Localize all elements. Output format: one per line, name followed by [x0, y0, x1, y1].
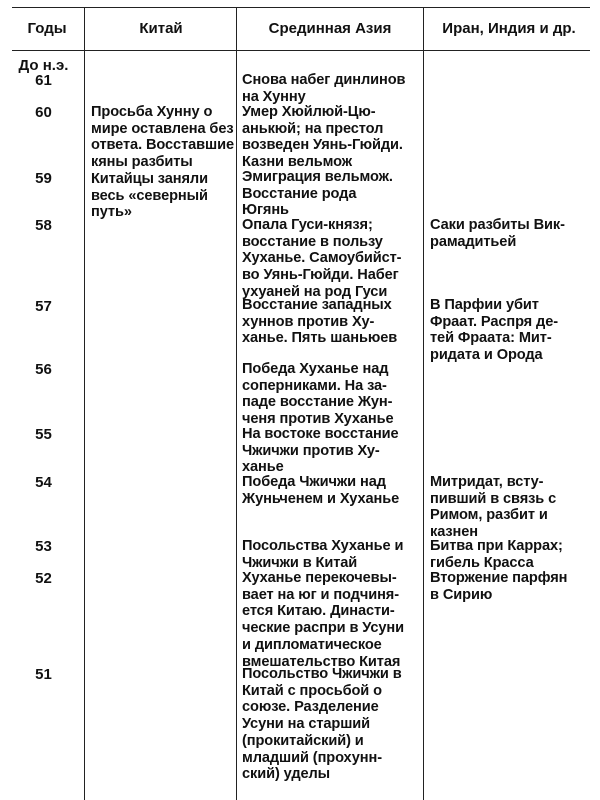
- year-55: 55: [35, 426, 52, 443]
- iran-entry-57: В Парфии убит Фраат. Распря де- тей Фраата: Мит- ридата и Орода: [430, 297, 558, 364]
- header-china: Китай: [139, 20, 183, 37]
- year-54: 54: [35, 474, 52, 491]
- iran-entry-53: Битва при Каррах; гибель Красса: [430, 538, 563, 571]
- year-53: 53: [35, 538, 52, 555]
- column-divider-3: [423, 7, 424, 800]
- year-56: 56: [35, 361, 52, 378]
- year-58: 58: [35, 217, 52, 234]
- asia-entry-51: Посольство Чжичжи в Китай с просьбой о союзе. Разделение Усуни на старший (прокитайский) и младший (прохунн- ский) уделы: [242, 666, 402, 783]
- asia-entry-55: На востоке восстание Чжичжи против Ху- ханье: [242, 426, 399, 476]
- column-divider-1: [84, 7, 85, 800]
- column-divider-2: [236, 7, 237, 800]
- asia-entry-59: Эмиграция вельмож. Восстание рода Югянь: [242, 169, 393, 219]
- table-top-rule: [12, 7, 590, 8]
- asia-entry-54: Победа Чжичжи над Жуньченем и Хуханье: [242, 474, 400, 507]
- era-label: До н.э.: [18, 57, 69, 74]
- header-iran-india: Иран, Индия и др.: [442, 20, 576, 37]
- year-59: 59: [35, 170, 52, 187]
- china-entry-60: Просьба Хунну о мире оставлена без ответа. Восставшие кяны разбиты Китайцы заняли весь «северный путь»: [91, 104, 234, 221]
- asia-entry-60: Умер Хюйлюй-Цю- анькюй; на престол возведен Уянь-Гюйди. Казни вельмож: [242, 104, 403, 171]
- header-years: Годы: [27, 20, 67, 37]
- year-57: 57: [35, 298, 52, 315]
- iran-entry-58: Саки разбиты Вик- рамадитьей: [430, 217, 565, 250]
- year-51: 51: [35, 666, 52, 683]
- asia-entry-57: Восстание западных хуннов против Ху- ханье. Пять шаньюев: [242, 297, 398, 347]
- header-central-asia: Срединная Азия: [268, 20, 392, 37]
- asia-entry-61: Снова набег динлинов на Хунну: [242, 72, 406, 105]
- year-52: 52: [35, 570, 52, 587]
- year-60: 60: [35, 104, 52, 121]
- asia-entry-56: Победа Хуханье над соперниками. На за- паде восстание Жун- ченя против Хуханье: [242, 361, 394, 428]
- asia-entry-52: Хуханье перекочевы- вает на юг и подчиня- ется Китаю. Династи- ческие распри в Усуни и дипломатическое вмешательство Китая: [242, 570, 404, 670]
- iran-entry-54: Митридат, всту- пивший в связь с Римом, разбит и казнен: [430, 474, 557, 541]
- asia-entry-53: Посольства Хуханье и Чжичжи в Китай: [242, 538, 404, 571]
- asia-entry-58: Опала Гуси-князя; восстание в пользу Хуханье. Самоубийст- во Уянь-Гюйди. Набег ухуаней на род Гуси: [242, 217, 402, 300]
- iran-entry-52: Вторжение парфян в Сирию: [430, 570, 568, 603]
- header-bottom-rule: [12, 50, 590, 51]
- year-61: 61: [35, 72, 52, 89]
